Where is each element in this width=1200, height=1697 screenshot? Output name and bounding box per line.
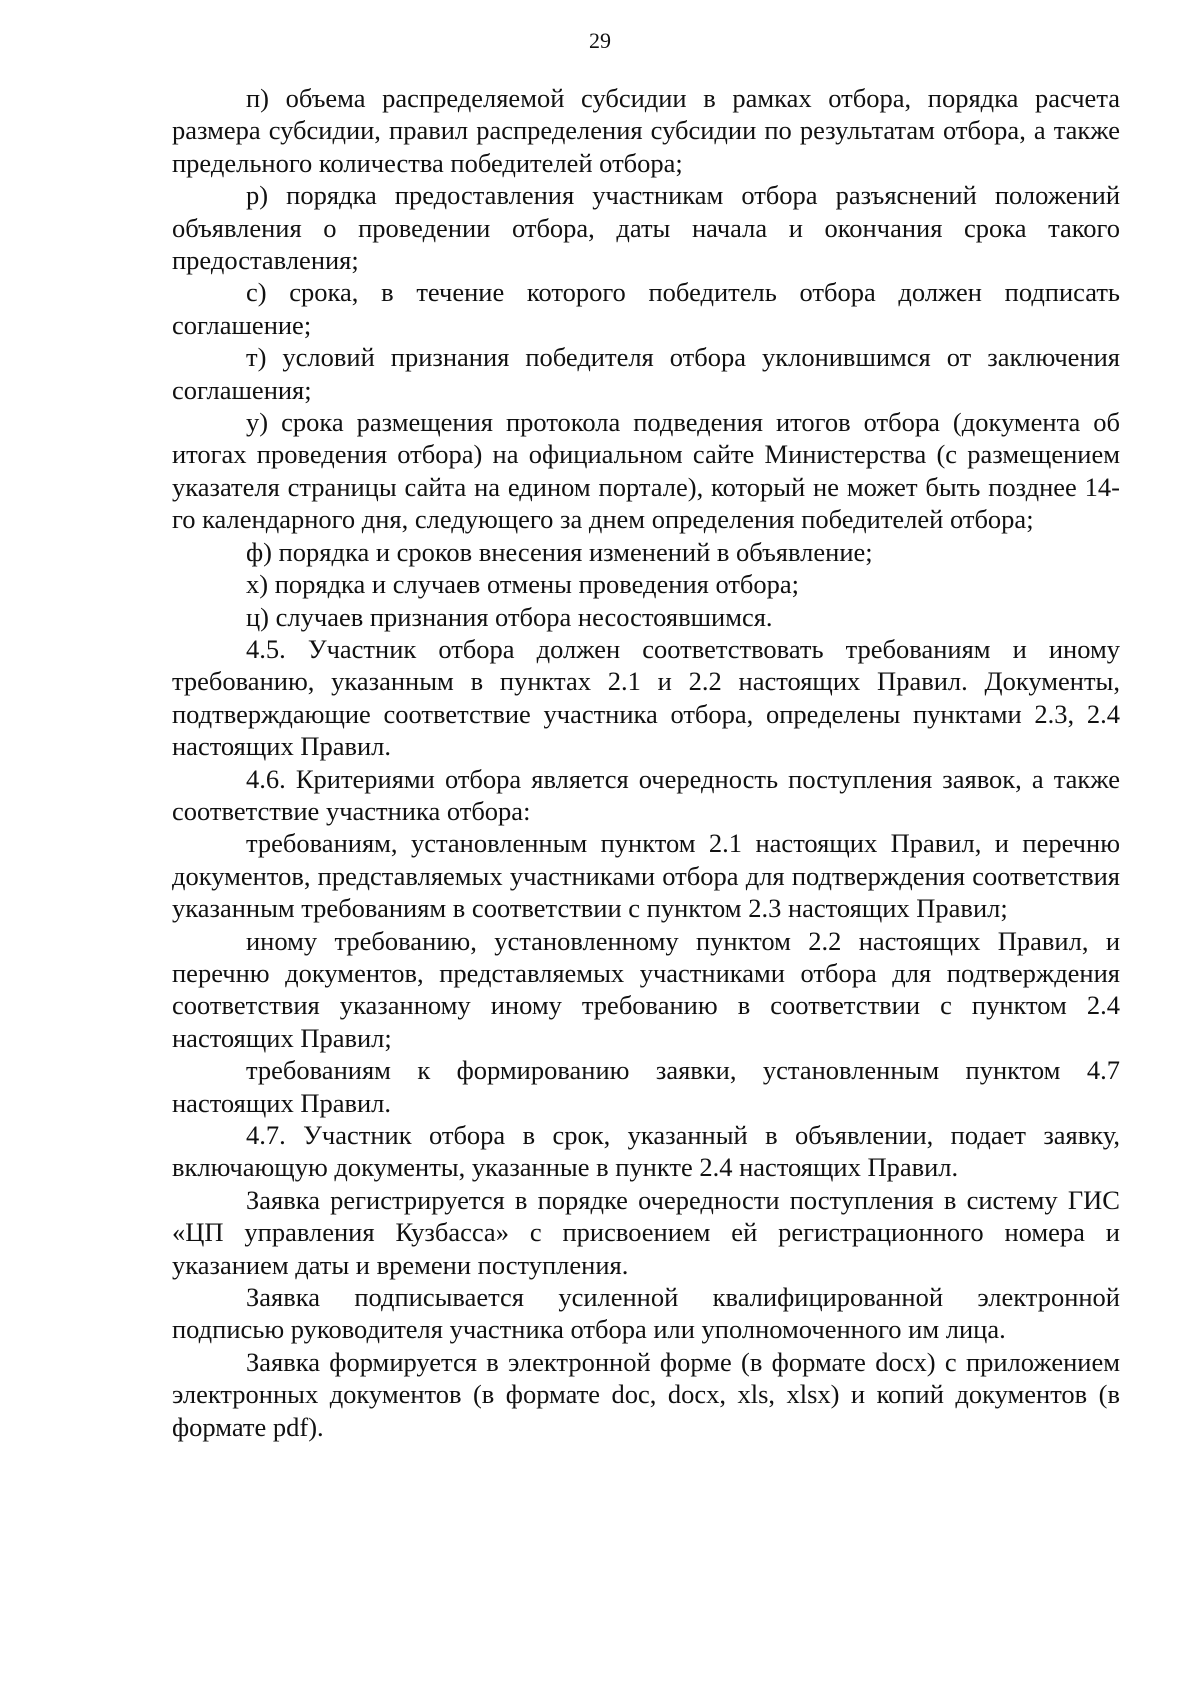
list-item-f: ф) порядка и сроков внесения изменений в объявление; (246, 536, 873, 567)
list-item-t: т) условий признания победителя отбора уклонившимся от заключения соглашения; (172, 342, 1120, 405)
list-item-s: с) срока, в течение которого победитель отбора должен подписать соглашение; (172, 277, 1120, 340)
document-body (172, 82, 1120, 1443)
application-format-paragraph: Заявка формируется в электронной форме (в формате docx) с приложением электронных документов (в формате doc, docx, xls, xlsx) и копий документов (в формате pdf). (172, 1346, 1120, 1442)
clause-4-5: 4.5. Участник отбора должен соответствовать требованиям и иному требованию, указанным в пунктах 2.1 и 2.2 настоящих Правил. Документы, подтверждающие соответствие участника отбора, определены пунктами 2.3, 2.4 настоящих Правил. (172, 633, 1120, 762)
clause-4-6: 4.6. Критериями отбора является очередность поступления заявок, а также соответствие участника отбора: (172, 763, 1120, 826)
application-signature-paragraph: Заявка подписывается усиленной квалифицированной электронной подписью руководителя участника отбора или уполномоченного им лица. (172, 1282, 1120, 1345)
clause-4-6-other-requirement: иному требованию, установленному пунктом 2.2 настоящих Правил, и перечню документов, представляемых участниками отбора для подтверждения соответствия указанному иному требованию в соответствии с пунктом 2.4 настоящих Правил; (172, 925, 1120, 1053)
list-item-u: у) срока размещения протокола подведения итогов отбора (документа об итогах проведения отбора) на официальном сайте Министерства (с размещением указателя страницы сайта на едином портале), который не может быть позднее 14-го календарного дня, следующего за днем определения победителей отбора; (172, 407, 1120, 535)
clause-4-6-application-requirements: требованиям к формированию заявки, установленным пунктом 4.7 настоящих Правил. (172, 1055, 1120, 1118)
clause-4-7: 4.7. Участник отбора в срок, указанный в объявлении, подает заявку, включающую документы, указанные в пункте 2.4 настоящих Правил. (172, 1120, 1120, 1183)
list-item-r: р) порядка предоставления участникам отбора разъяснений положений объявления о проведении отбора, даты начала и окончания срока такого предоставления; (172, 180, 1120, 276)
list-item-ts: ц) случаев признания отбора несостоявшимся. (246, 601, 773, 632)
page-number: 29 (589, 28, 611, 53)
application-registration-paragraph: Заявка регистрируется в порядке очередности поступления в систему ГИС «ЦП управления Кузбасса» с присвоением ей регистрационного номера и указанием даты и времени поступления. (172, 1184, 1120, 1280)
list-item-p: п) объема распределяемой субсидии в рамках отбора, порядка расчета размера субсидии, правил распределения субсидии по результатам отбора, а также предельного количества победителей отбора; (172, 83, 1120, 178)
clause-4-6-requirements: требованиям, установленным пунктом 2.1 настоящих Правил, и перечню документов, представляемых участниками отбора для подтверждения соответствия указанным требованиям в соответствии с пунктом 2.3 настоящих Правил; (172, 828, 1120, 924)
list-item-kh: х) порядка и случаев отмены проведения отбора; (246, 569, 800, 600)
